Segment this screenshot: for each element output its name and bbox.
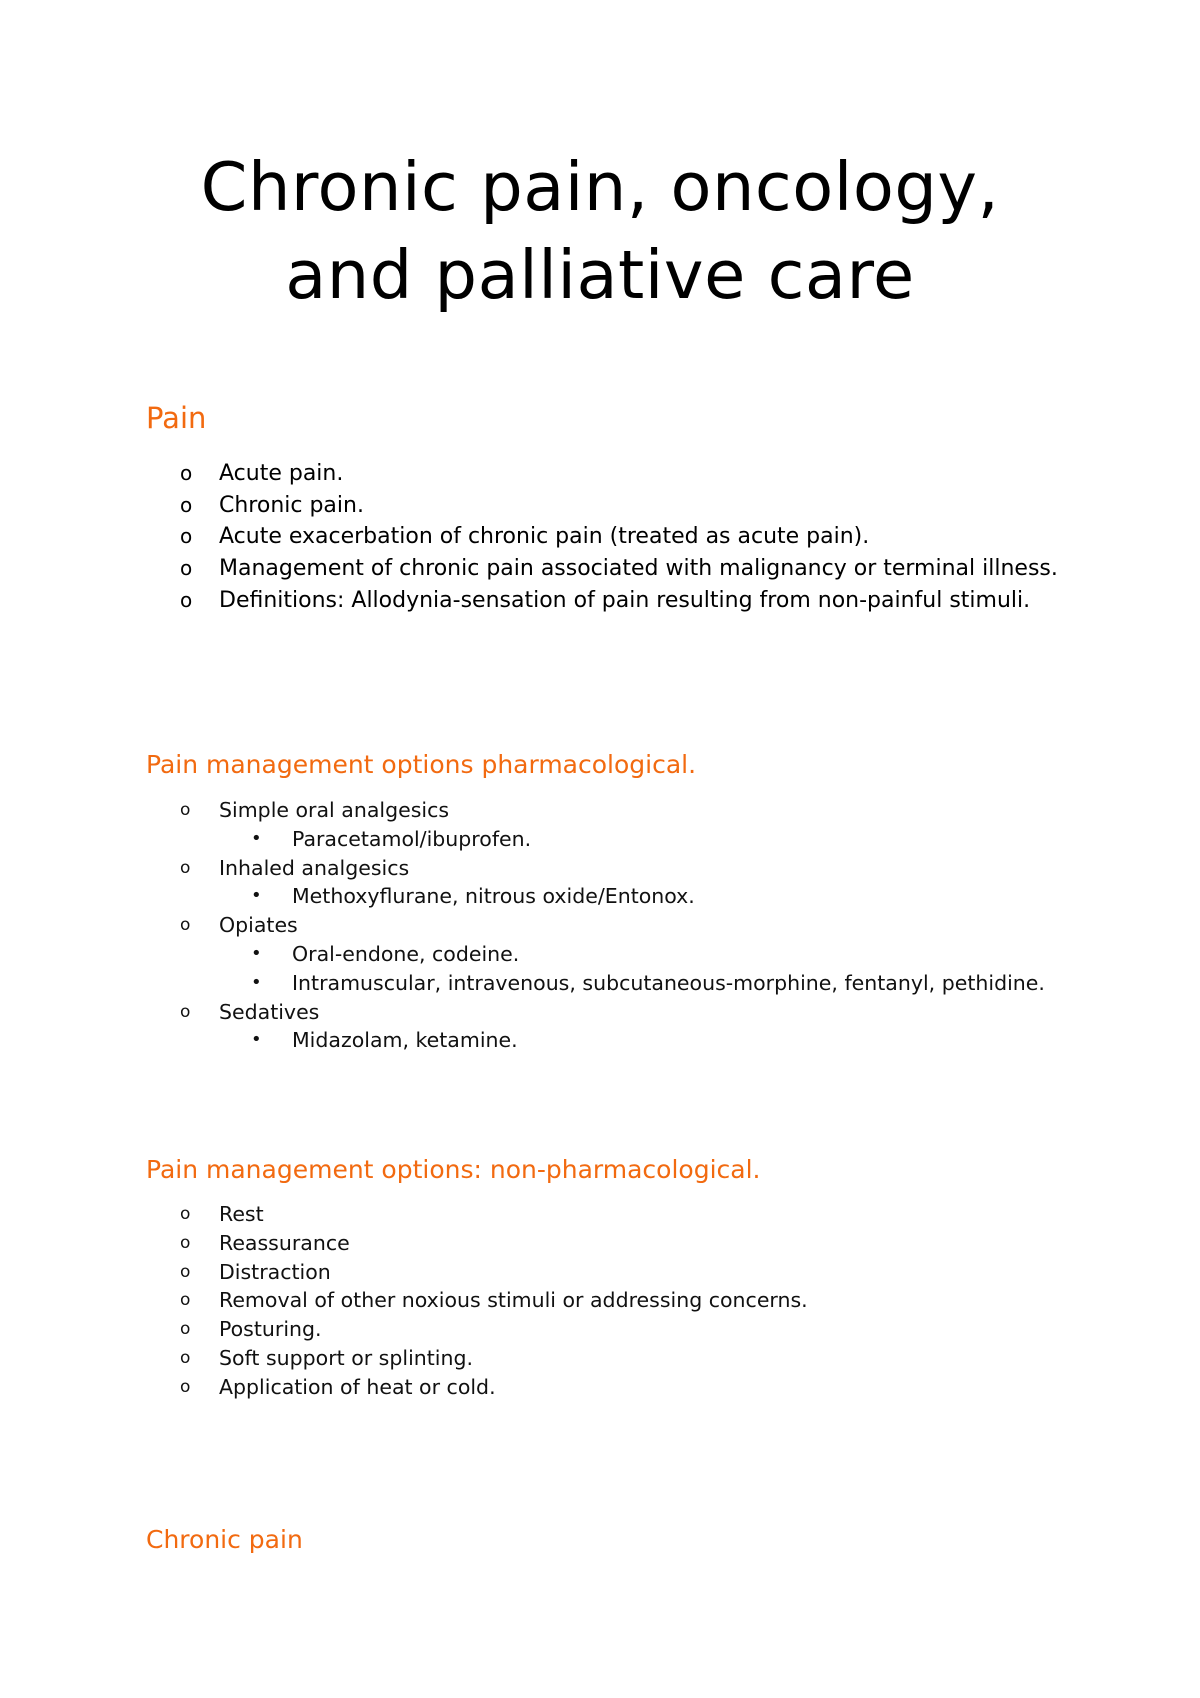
list-marker: o <box>180 461 193 485</box>
list-marker: o <box>180 915 191 936</box>
list-marker: o <box>180 587 193 612</box>
bullet-marker: • <box>251 827 262 849</box>
list-item <box>146 458 1086 490</box>
list-item <box>146 1344 1086 1373</box>
section-heading-chronic-pain: Chronic pain <box>146 1525 303 1554</box>
sub-list-item-text: Oral-endone, codeine. <box>292 941 520 966</box>
bullet-marker: • <box>251 971 262 993</box>
list-marker: o <box>180 556 193 581</box>
list-item <box>146 1373 1086 1402</box>
list-item <box>146 553 1086 585</box>
list-marker: o <box>180 1347 191 1368</box>
list-item-text: Removal of other noxious stimuli or addressing concerns. <box>219 1288 808 1313</box>
list-item <box>146 1315 1086 1344</box>
list-item-text: Posturing. <box>219 1317 322 1342</box>
sub-list-item <box>219 825 1086 854</box>
sub-list-item-text: Midazolam, ketamine. <box>292 1028 518 1053</box>
list-item <box>146 854 1086 912</box>
list-item <box>146 911 1086 997</box>
sub-list-item <box>219 969 1086 998</box>
list-item <box>146 585 1086 617</box>
list-marker: o <box>180 1232 191 1253</box>
bullet-marker: • <box>251 885 262 907</box>
list-marker: o <box>180 492 193 517</box>
list-item <box>146 1229 1086 1258</box>
sub-list <box>219 882 1086 911</box>
list-item-text: Application of heat or cold. <box>219 1374 496 1399</box>
sub-list <box>219 825 1086 854</box>
sub-list-item <box>219 1026 1086 1055</box>
list-item-text: Management of chronic pain associated with malignancy or terminal illness. <box>219 556 1058 582</box>
list-item-text: Inhaled analgesics <box>219 855 410 880</box>
sub-list-item-text: Methoxyflurane, nitrous oxide/Entonox. <box>292 884 695 909</box>
list-item <box>146 796 1086 854</box>
list-item-text: Acute pain. <box>219 461 344 486</box>
list-marker: o <box>180 1376 191 1397</box>
list-item-text: Sedatives <box>219 999 320 1024</box>
list-item <box>146 1200 1086 1229</box>
sub-list-item-text: Intramuscular, intravenous, subcutaneous-morphine, fentanyl, pethidine. <box>292 970 1045 995</box>
list-item <box>146 1258 1086 1287</box>
title-line-2: and palliative care <box>285 236 915 314</box>
list-marker: o <box>180 857 191 878</box>
document-title <box>0 143 1200 319</box>
list-item <box>146 490 1086 522</box>
sub-list-item <box>219 882 1086 911</box>
list-item-text: Distraction <box>219 1259 331 1284</box>
pharmacological-list <box>146 796 1086 1055</box>
list-item-text: Definitions: Allodynia-sensation of pain resulting from non-painful stimuli. <box>219 587 1031 613</box>
list-item <box>146 998 1086 1056</box>
list-item-text: Soft support or splinting. <box>219 1345 474 1370</box>
list-marker: o <box>180 800 191 820</box>
sub-list <box>219 940 1086 998</box>
list-item-text: Chronic pain. <box>219 492 364 518</box>
list-marker: o <box>180 1204 191 1224</box>
sub-list-item-text: Paracetamol/ibuprofen. <box>292 826 532 851</box>
non-pharmacological-list <box>146 1200 1086 1402</box>
title-line-1: Chronic pain, oncology, <box>200 148 1000 226</box>
list-marker: o <box>180 524 193 549</box>
section-heading-pain: Pain <box>146 401 207 435</box>
pain-list <box>146 458 1086 617</box>
bullet-marker: • <box>251 942 262 964</box>
list-item-text: Opiates <box>219 913 298 938</box>
list-item-text: Rest <box>219 1202 264 1226</box>
list-item-text: Reassurance <box>219 1230 350 1255</box>
list-item-text: Acute exacerbation of chronic pain (treated as acute pain). <box>219 524 870 550</box>
sub-list <box>219 1026 1086 1055</box>
bullet-marker: • <box>251 1029 262 1051</box>
list-marker: o <box>180 1290 191 1311</box>
sub-list-item <box>219 940 1086 969</box>
list-item <box>146 521 1086 553</box>
section-heading-pharmacological: Pain management options pharmacological. <box>146 750 697 779</box>
list-marker: o <box>180 1261 191 1282</box>
list-marker: o <box>180 1319 191 1340</box>
list-marker: o <box>180 1001 191 1022</box>
list-item-text: Simple oral analgesics <box>219 798 450 822</box>
section-heading-non-pharmacological: Pain management options: non-pharmacological. <box>146 1155 761 1184</box>
list-item <box>146 1286 1086 1315</box>
